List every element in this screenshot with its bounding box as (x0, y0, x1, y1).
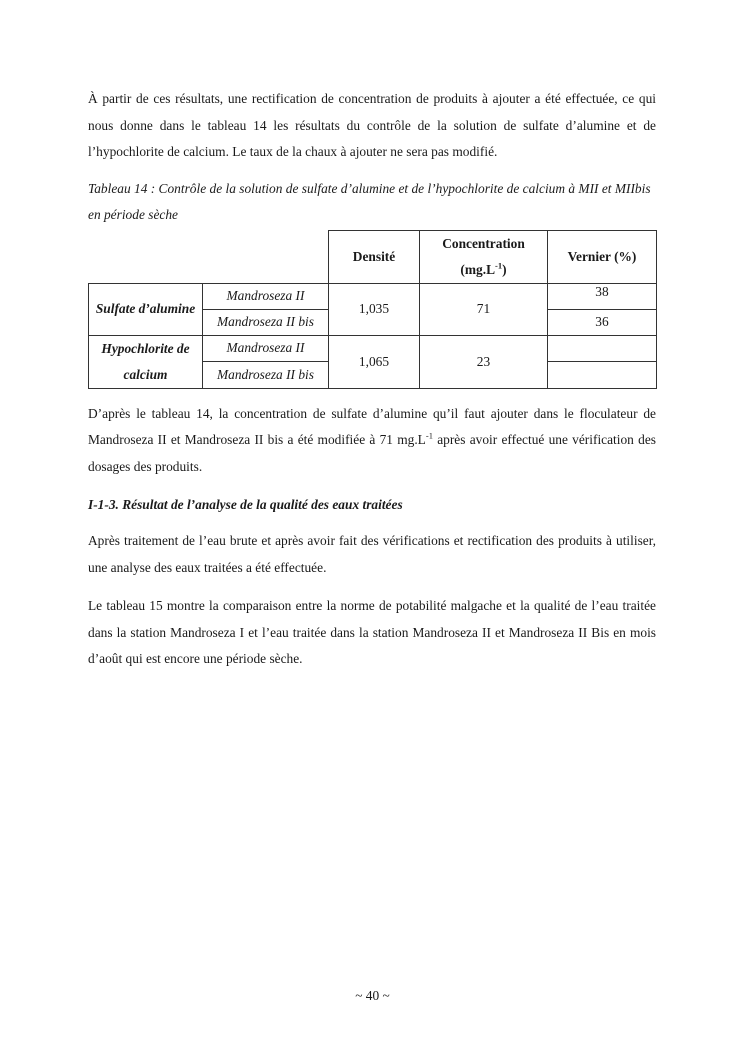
paragraph-analysis: Après traitement de l’eau brute et après avoir fait des vérifications et rectification des produits à utiliser, une analyse des eaux traitées a été effectuée. (88, 533, 656, 575)
unit-sup: -1 (495, 260, 503, 271)
header-concentration-unit (460, 262, 506, 277)
section-title: I-1-3. Résultat de l’analyse de la qualité des eaux traitées (88, 497, 403, 512)
densite-cell: 1,065 (329, 335, 420, 388)
concentration-cell: 23 (420, 335, 548, 388)
unit-prefix: (mg.L (460, 261, 496, 277)
header-vernier: Vernier (%) (548, 230, 657, 283)
product-hypochlorite: Hypochlorite de calcium (89, 335, 203, 388)
after-table-text-2: après avoir effectué une vérification des dosages des produits. (88, 432, 656, 474)
after-table-text-1: D’après le tableau 14, la concentration de sulfate d’alumine qu’il faut ajouter dans le floculateur de Mandroseza II et Mandroseza II bis a été modifiée à 71 mg.L (88, 405, 656, 447)
station-cell: Mandroseza II (203, 283, 329, 309)
header-concentration (420, 230, 548, 283)
station-cell: Mandroseza II bis (203, 309, 329, 335)
paragraph-intro: À partir de ces résultats, une rectification de concentration de produits à ajouter a été effectuée, ce qui nous donne dans le tableau 14 les résultats du contrôle de la solution de sulfate d’alumine et de l’hypochlorite de calcium. Le taux de la chaux à ajouter ne sera pas modifié. (88, 91, 656, 159)
table-row (89, 283, 657, 309)
table-caption: Tableau 14 : Contrôle de la solution de sulfate d’alumine et de l’hypochlorite de calcium à MII et MIIbis en période sèche (88, 180, 651, 222)
table-row (89, 335, 657, 362)
header-concentration-label: Concentration (442, 235, 525, 251)
station-cell: Mandroseza II bis (203, 362, 329, 389)
densite-cell: 1,035 (329, 283, 420, 335)
concentration-cell: 71 (420, 283, 548, 335)
vernier-cell (548, 362, 657, 389)
unit-suffix: ) (502, 261, 507, 277)
vernier-cell: 38 (548, 283, 657, 309)
page-number: ~ 40 ~ (355, 988, 390, 1003)
station-cell: Mandroseza II (203, 335, 329, 362)
vernier-cell (548, 335, 657, 362)
paragraph-comparison: Le tableau 15 montre la comparaison entre la norme de potabilité malgache et la qualité de l’eau traitée dans la station Mandroseza I et l’eau traitée dans la station Mandroseza II et Mandroseza II Bis en mois d’août qui est encore une période sèche. (88, 598, 656, 666)
after-table-sup: -1 (425, 430, 433, 441)
page-body (88, 86, 656, 673)
product-sulfate: Sulfate d’alumine (89, 283, 203, 335)
table-14 (88, 230, 657, 389)
header-densite: Densité (329, 230, 420, 283)
vernier-cell: 36 (548, 309, 657, 335)
table-header-row (89, 230, 657, 283)
paragraph-after-table (88, 401, 656, 481)
table-header-blank (89, 230, 329, 283)
